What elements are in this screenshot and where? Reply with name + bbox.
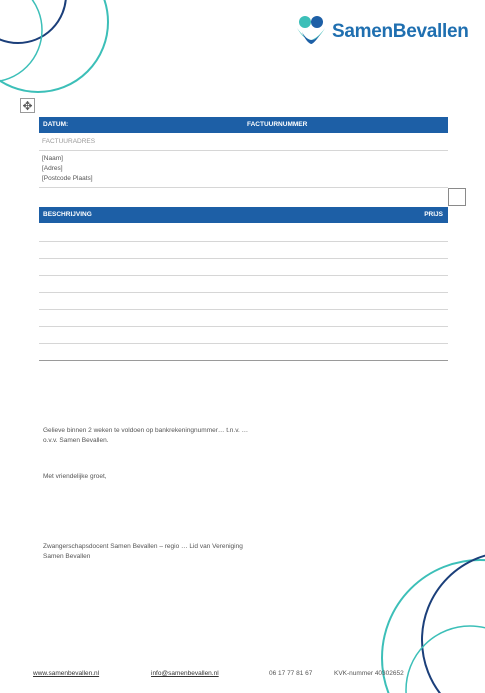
table-row bbox=[39, 258, 448, 259]
address-street: [Adres] bbox=[42, 165, 63, 172]
date-label: DATUM: bbox=[43, 121, 69, 128]
divider bbox=[39, 187, 448, 188]
address-label: FACTUURADRES bbox=[42, 138, 96, 145]
payment-instruction: Gelieve binnen 2 weken te voldoen op bankrekeningnummer… t.n.v. … bbox=[43, 427, 249, 434]
greeting: Met vriendelijke groet, bbox=[43, 473, 107, 480]
table-row bbox=[39, 309, 448, 310]
price-label: PRIJS bbox=[424, 211, 443, 218]
footer bbox=[0, 670, 485, 680]
divider bbox=[39, 150, 448, 151]
address-name: [Naam] bbox=[42, 155, 63, 162]
phone-number: 06 17 77 81 67 bbox=[269, 670, 313, 677]
invoice-number-label: FACTUURNUMMER bbox=[247, 121, 308, 128]
address-postcode-city: [Postcode Plaats] bbox=[42, 175, 93, 182]
brand-name: SamenBevallen bbox=[332, 21, 469, 42]
signature-line-2: Samen Bevallen bbox=[43, 553, 91, 560]
table-row bbox=[39, 241, 448, 242]
table-row bbox=[39, 275, 448, 276]
invoice-header-bar bbox=[39, 117, 448, 133]
table-row bbox=[39, 343, 448, 344]
move-handle-icon[interactable]: ✥ bbox=[20, 98, 35, 113]
table-row bbox=[39, 326, 448, 327]
logo-heart-icon bbox=[294, 14, 328, 50]
brand-logo bbox=[294, 14, 469, 50]
website-link[interactable]: www.samenbevallen.nl bbox=[33, 670, 100, 677]
table-row bbox=[39, 292, 448, 293]
table-resize-handle[interactable] bbox=[448, 188, 466, 206]
payment-reference: o.v.v. Samen Bevallen. bbox=[43, 437, 109, 444]
email-link[interactable]: info@samenbevallen.nl bbox=[151, 670, 219, 677]
table-bottom-border bbox=[39, 360, 448, 361]
description-header-bar bbox=[39, 207, 448, 223]
signature-line-1: Zwangerschapsdocent Samen Bevallen – regio … Lid van Vereniging bbox=[43, 543, 243, 550]
kvk-number: KVK-nummer 40302652 bbox=[334, 670, 404, 677]
description-label: BESCHRIJVING bbox=[43, 211, 92, 218]
